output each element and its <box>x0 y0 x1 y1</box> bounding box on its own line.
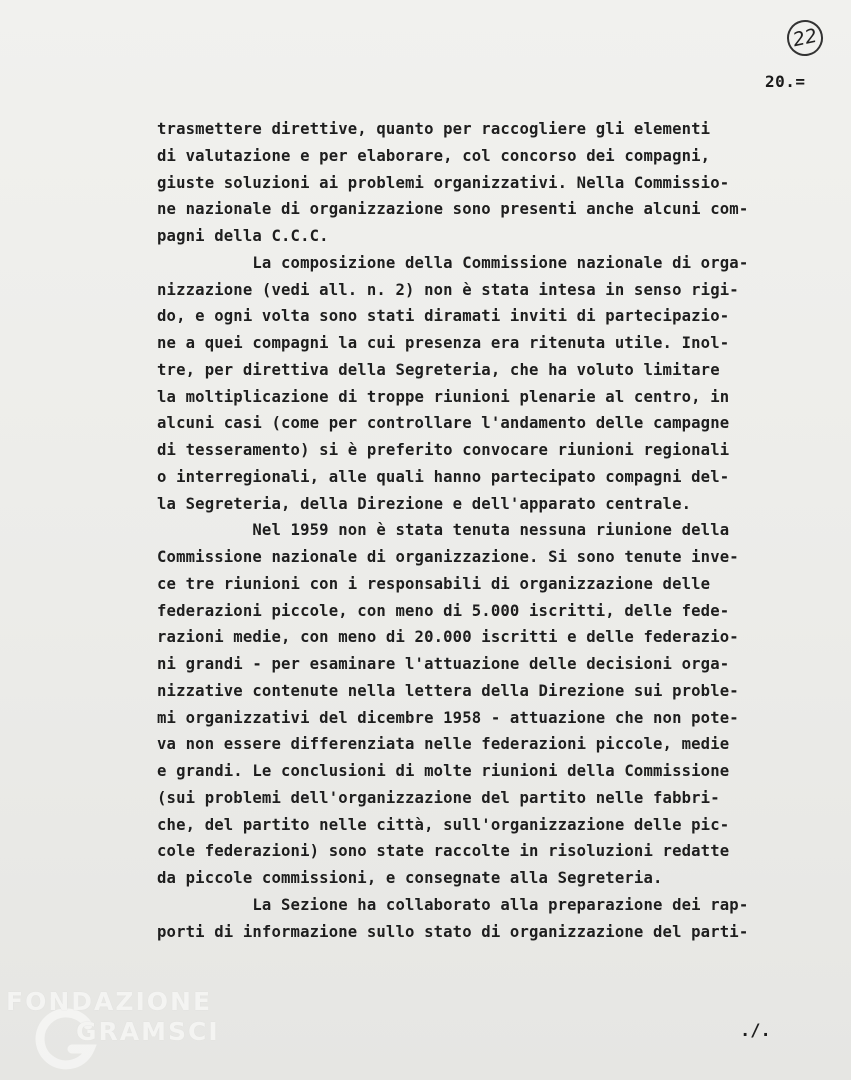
text-line: ne nazionale di organizzazione sono presenti anche alcuni com- <box>157 200 749 219</box>
typed-page-number: 20.= <box>765 72 806 91</box>
handwritten-page-number-text: 22 <box>790 24 820 52</box>
text-line: giuste soluzioni ai problemi organizzativi. Nella Commissio- <box>157 173 730 192</box>
text-line: porti di informazione sullo stato di organizzazione del parti- <box>157 922 749 941</box>
text-line: ne a quei compagni la cui presenza era ritenuta utile. Inol- <box>157 334 730 352</box>
text-line: di valutazione e per elaborare, col concorso dei compagni, <box>157 146 711 165</box>
watermark-line-2: GRAMSCI <box>76 1017 220 1046</box>
text-line: federazioni piccole, con meno di 5.000 iscritti, delle fede- <box>157 601 730 620</box>
text-line: nizzative contenute nella lettera della Direzione sui proble- <box>157 681 739 700</box>
text-line: o interregionali, alle quali hanno partecipato compagni del- <box>157 467 730 486</box>
text-line: (sui problemi dell'organizzazione del partito nelle fabbri- <box>157 788 720 807</box>
text-line: da piccole commissioni, e consegnate alla Segreteria. <box>157 869 663 887</box>
text-line: nizzazione (vedi all. n. 2) non è stata intesa in senso rigi- <box>157 280 739 299</box>
text-line: pagni della C.C.C. <box>157 227 329 245</box>
text-line: e grandi. Le conclusioni di molte riunioni della Commissione <box>157 762 730 780</box>
text-line: trasmettere direttive, quanto per raccogliere gli elementi <box>157 120 711 138</box>
text-line: che, del partito nelle città, sull'organizzazione delle pic- <box>157 815 730 834</box>
text-line: Commissione nazionale di organizzazione. Si sono tenute inve- <box>157 548 739 566</box>
text-line: alcuni casi (come per controllare l'andamento delle campagne <box>157 414 730 433</box>
text-line: la moltiplicazione di troppe riunioni plenarie al centro, in <box>157 387 730 406</box>
text-line: La composizione della Commissione nazionale di orga- <box>157 253 749 272</box>
body-text <box>157 116 797 945</box>
text-line: ce tre riunioni con i responsabili di organizzazione delle <box>157 574 711 593</box>
text-line: ni grandi - per esaminare l'attuazione delle decisioni orga- <box>157 655 730 673</box>
text-line: razioni medie, con meno di 20.000 iscritti e delle federazio- <box>157 628 739 647</box>
text-line: mi organizzativi del dicembre 1958 - attuazione che non pote- <box>157 708 739 727</box>
text-line: Nel 1959 non è stata tenuta nessuna riunione della <box>157 521 730 540</box>
fondazione-gramsci-watermark <box>2 985 242 1080</box>
watermark-line-1: FONDAZIONE <box>6 987 213 1016</box>
text-line: do, e ogni volta sono stati diramati inviti di partecipazio- <box>157 307 730 326</box>
text-line: va non essere differenziata nelle federazioni piccole, medie <box>157 735 730 754</box>
text-line: La Sezione ha collaborato alla preparazione dei rap- <box>157 895 749 914</box>
continuation-mark: ./. <box>740 1021 771 1041</box>
text-line: tre, per direttiva della Segreteria, che ha voluto limitare <box>157 360 720 379</box>
text-line: cole federazioni) sono state raccolte in risoluzioni redatte <box>157 842 730 861</box>
handwritten-page-number <box>784 17 827 60</box>
text-line: di tesseramento) si è preferito convocare riunioni regionali <box>157 441 730 459</box>
text-line: la Segreteria, della Direzione e dell'apparato centrale. <box>157 494 692 513</box>
